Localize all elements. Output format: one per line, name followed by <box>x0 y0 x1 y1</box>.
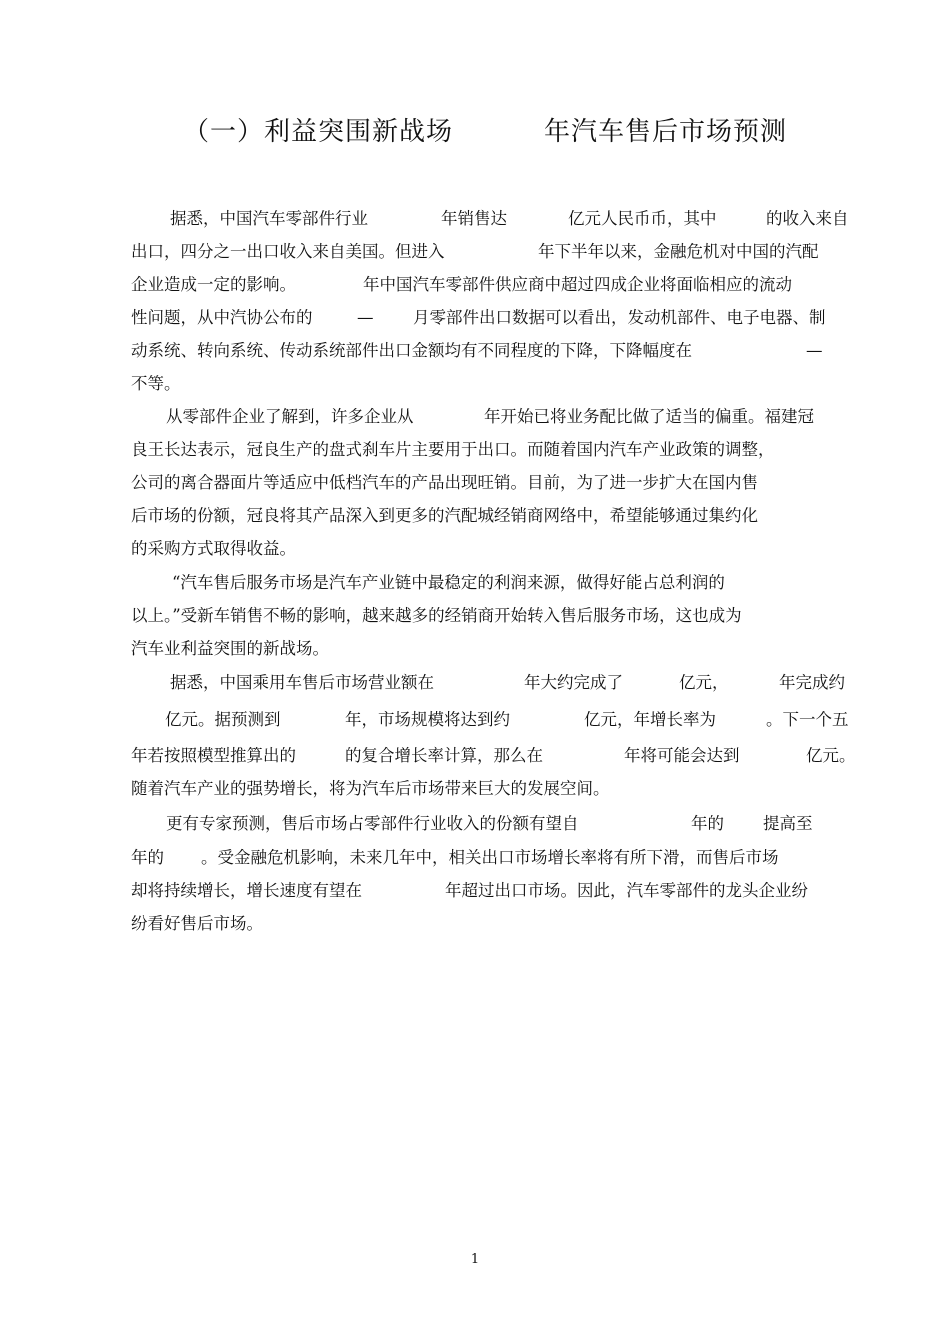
text-segment: 的复合增长率计算，那么在 <box>345 746 543 765</box>
text-segment: 年的 <box>131 848 164 867</box>
paragraph-line <box>0 533 950 565</box>
text-segment: 据悉，中国汽车零部件行业 <box>170 209 368 228</box>
text-segment: 年下半年以来，金融危机对中国的汽配 <box>538 242 819 261</box>
paragraph-line <box>0 773 950 805</box>
text-segment: 年中国汽车零部件供应商中超过四成企业将面临相应的流动 <box>363 275 792 294</box>
paragraph-line <box>0 740 950 772</box>
text-segment: 性问题，从中汽协公布的 <box>131 308 313 327</box>
paragraph-line <box>0 600 950 632</box>
paragraph-line <box>0 908 950 940</box>
text-segment: 亿元。 <box>806 746 856 765</box>
text-segment: 年超过出口市场。因此，汽车零部件的龙头企业纷 <box>445 881 808 900</box>
text-segment: — <box>806 341 823 360</box>
paragraph-line <box>0 467 950 499</box>
text-segment: 亿元，年增长率为 <box>584 710 716 729</box>
text-segment: 年大约完成了 <box>524 673 623 692</box>
text-segment: 据悉，中国乘用车售后市场营业额在 <box>170 673 434 692</box>
text-segment: 出口，四分之一出口收入来自美国。但进入 <box>131 242 445 261</box>
text-segment: 汽车业利益突围的新战场。 <box>131 639 329 658</box>
text-segment: 月零部件出口数据可以看出，发动机部件、电子电器、制 <box>413 308 826 327</box>
paragraph-line <box>0 335 950 367</box>
text-segment: 以上。”受新车销售不畅的影响，越来越多的经销商开始转入售后服务市场，这也成为 <box>131 606 742 625</box>
text-segment: 从零部件企业了解到，许多企业从 <box>166 407 414 426</box>
paragraph-line <box>0 401 950 433</box>
paragraph-line <box>0 434 950 466</box>
text-segment: “汽车售后服务市场是汽车产业链中最稳定的利润来源，做得好能占总利润的 <box>172 573 725 592</box>
text-segment: 年若按照模型推算出的 <box>131 746 296 765</box>
text-segment: 良王长达表示，冠良生产的盘式刹车片主要用于出口。而随着国内汽车产业政策的调整， <box>131 440 775 459</box>
text-segment: 企业造成一定的影响。 <box>131 275 296 294</box>
text-segment: 年销售达 <box>441 209 507 228</box>
text-segment: — <box>357 308 374 327</box>
text-segment: 年完成约 <box>779 673 845 692</box>
text-segment: 不等。 <box>131 374 181 393</box>
text-segment: 。受金融危机影响，未来几年中，相关出口市场增长率将有所下滑，而售后市场 <box>201 848 779 867</box>
text-segment: 动系统、转向系统、传动系统部件出口金额均有不同程度的下降，下降幅度在 <box>131 341 692 360</box>
page-number: 1 <box>470 1252 480 1267</box>
paragraph-line <box>0 875 950 907</box>
text-segment: 公司的离合器面片等适应中低档汽车的产品出现旺销。目前，为了进一步扩大在国内售 <box>131 473 758 492</box>
paragraph-line <box>0 203 950 235</box>
paragraph-line <box>0 500 950 532</box>
text-segment: 的收入来自 <box>766 209 849 228</box>
paragraph-line <box>0 567 950 599</box>
paragraph-line <box>0 302 950 334</box>
paragraph-line <box>0 368 950 400</box>
text-segment: 。下一个五 <box>766 710 849 729</box>
text-segment: 随着汽车产业的强势增长，将为汽车后市场带来巨大的发展空间。 <box>131 779 610 798</box>
text-segment: 后市场的份额，冠良将其产品深入到更多的汽配城经销商网络中，希望能够通过集约化 <box>131 506 758 525</box>
paragraph-line <box>0 236 950 268</box>
paragraph-line <box>0 842 950 874</box>
paragraph-line <box>0 704 950 736</box>
text-segment: 的采购方式取得收益。 <box>131 539 296 558</box>
text-segment: 提高至 <box>763 814 813 833</box>
paragraph-line <box>0 269 950 301</box>
text-segment: 亿元人民币币，其中 <box>568 209 717 228</box>
text-segment: 亿元， <box>679 673 729 692</box>
paragraph-line <box>0 633 950 665</box>
text-segment: 年开始已将业务配比做了适当的偏重。福建冠 <box>484 407 814 426</box>
text-segment: 年，市场规模将达到约 <box>345 710 510 729</box>
text-segment: 年将可能会达到 <box>624 746 740 765</box>
title-text-right: 年汽车售后市场预测 <box>544 117 788 147</box>
text-segment: 更有专家预测，售后市场占零部件行业收入的份额有望自 <box>166 814 579 833</box>
paragraph-line <box>0 808 950 840</box>
text-segment: 却将持续增长，增长速度有望在 <box>131 881 362 900</box>
text-segment: 纷看好售后市场。 <box>131 914 263 933</box>
text-segment: 年的 <box>691 814 724 833</box>
paragraph-line <box>0 667 950 699</box>
text-segment: 亿元。据预测到 <box>165 710 281 729</box>
title-text-left: （一）利益突围新战场 <box>183 117 454 147</box>
